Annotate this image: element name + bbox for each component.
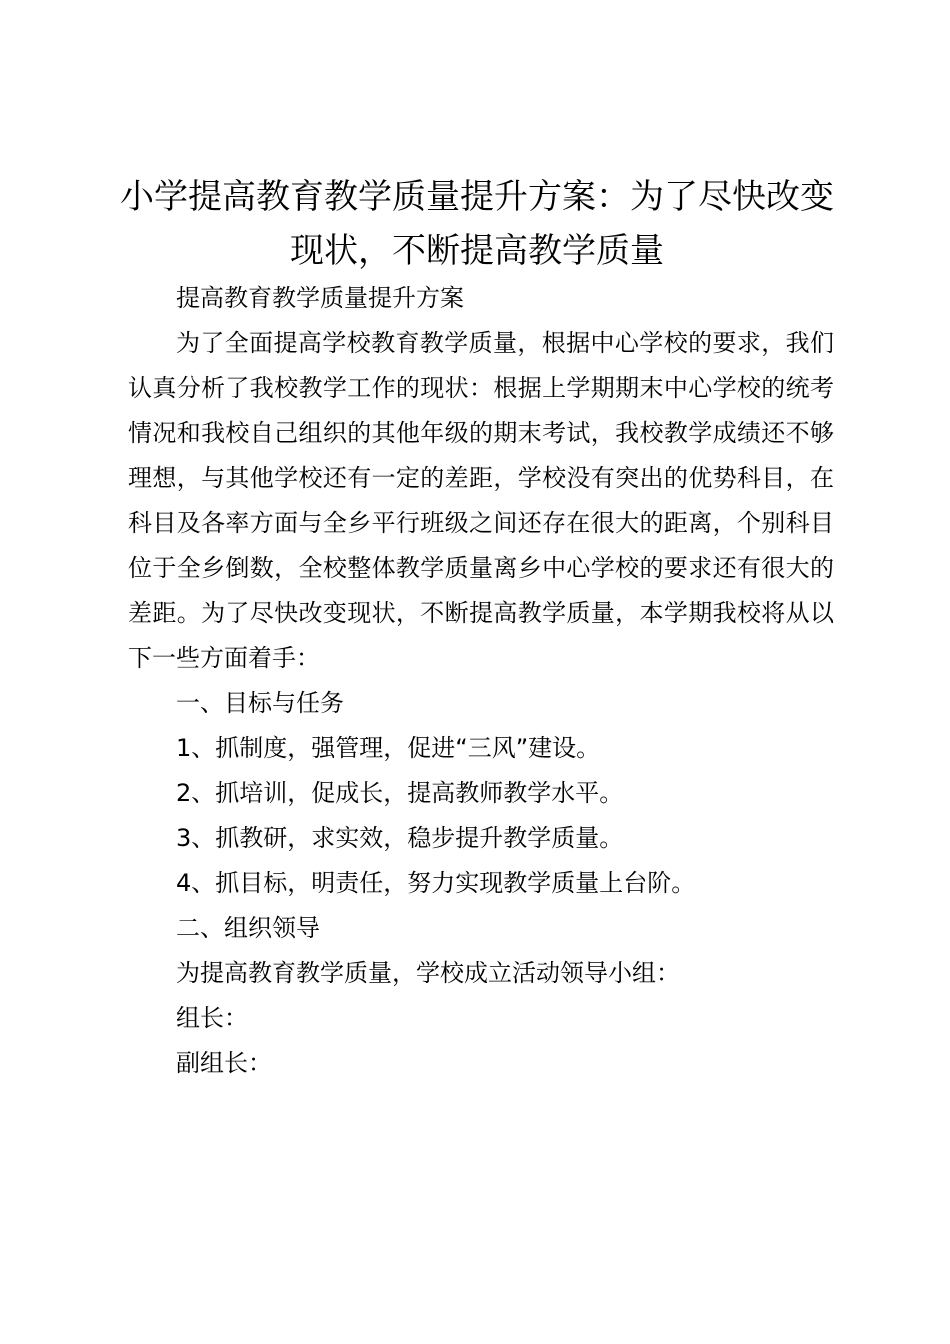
section-heading-goals: 一、目标与任务 [176,689,344,717]
document-body [128,276,834,1086]
list-item-goal-4: 4、抓目标，明责任，努力实现教学质量上台阶。 [176,869,696,897]
section-heading-leadership: 二、组织领导 [176,914,320,942]
list-item-goal-1: 1、抓制度，强管理，促进“三风”建设。 [176,734,601,762]
intro-paragraph: 为了全面提高学校教育教学质量，根据中心学校的要求，我们认真分析了我校教学工作的现状：根据上学期期末中心学校的统考情况和我校自己组织的其他年级的期末考试，我校教学成绩还不够理想，与其他学校还有一定的差距，学校没有突出的优势科目，在科目及各率方面与全乡平行班级之间还存在很大的距离，个别科目位于全乡倒数，全校整体教学质量离乡中心学校的要求还有很大的差距。为了尽快改变现状，不断提高教学质量，本学期我校将从以下一些方面着手： [128,329,834,672]
subtitle-paragraph: 提高教育教学质量提升方案 [176,284,464,312]
list-item-goal-3: 3、抓教研，求实效，稳步提升教学质量。 [176,824,624,852]
list-item-goal-2: 2、抓培训，促成长，提高教师教学水平。 [176,779,624,807]
leader-line: 组长： [176,1004,248,1032]
deputy-leader-line: 副组长： [176,1049,272,1077]
leadership-paragraph: 为提高教育教学质量，学校成立活动领导小组： [176,959,680,987]
document-title: 小学提高教育教学质量提升方案：为了尽快改变现状，不断提高教学质量 [120,177,834,271]
